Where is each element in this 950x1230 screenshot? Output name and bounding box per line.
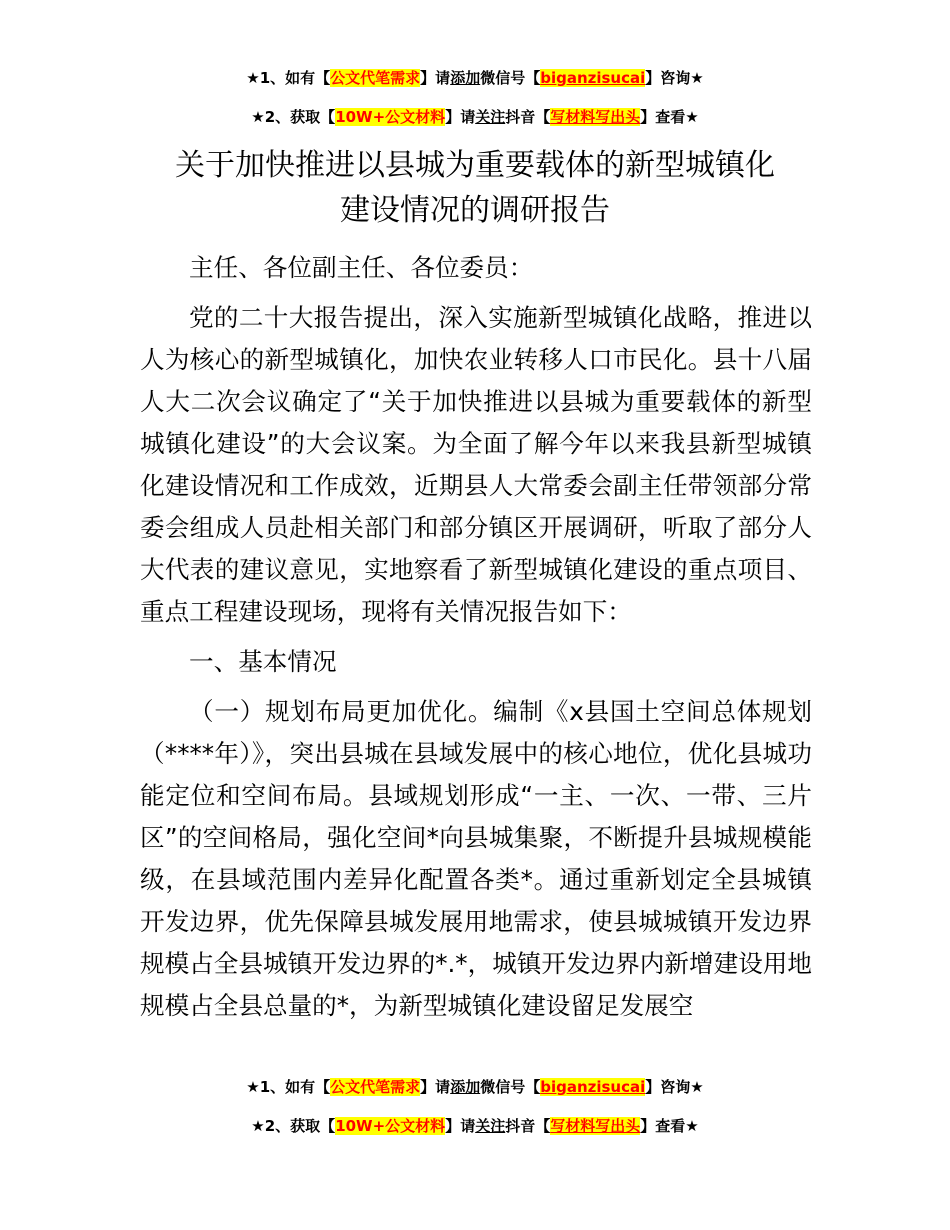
footer1-mid2: 微信号【 — [480, 1078, 541, 1096]
footer1-emphasis: 添加 — [450, 1078, 481, 1096]
footer2-prefix: ★2、获取【 — [251, 1117, 336, 1135]
footer2-mid2: 抖音【 — [505, 1117, 551, 1135]
banner1-prefix: ★1、如有【 — [246, 69, 331, 87]
banner2-highlight-materials: 10W+公文材料 — [335, 108, 446, 126]
footer2-suffix: 】查看★ — [640, 1117, 699, 1135]
document-title-line-2: 建设情况的调研报告 — [340, 193, 610, 228]
footer2-highlight-douyin: 写材料写出头 — [550, 1117, 641, 1135]
section-heading: 一、基本情况 — [189, 647, 337, 676]
footer1-mid1: 】请 — [420, 1078, 451, 1096]
banner1-mid1: 】请 — [420, 69, 451, 87]
top-banner-line-1 — [0, 68, 950, 88]
paragraph-intro: 党的二十大报告提出，深入实施新型城镇化战略，推进以人为核心的新型城镇化，加快农业转移人口市民化。县十八届人大二次会议确定了“关于加快推进以县城为重要载体的新型城镇化建设”的大会议案。为全面了解今年以来我县新型城镇化建设情况和工作成效，近期县人大常委会副主任带领部分常委会组成人员赴相关部门和部分镇区开展调研，听取了部分人大代表的建议意见，实地察看了新型城镇化建设的重点项目、重点工程建设现场，现将有关情况报告如下： — [140, 303, 812, 626]
banner2-mid1: 】请 — [445, 108, 476, 126]
footer2-mid1: 】请 — [445, 1117, 476, 1135]
footer1-highlight-service: 公文代笔需求 — [330, 1078, 421, 1096]
banner1-highlight-service: 公文代笔需求 — [330, 69, 421, 87]
banner2-emphasis: 关注 — [475, 108, 506, 126]
document-title-line-1: 关于加快推进以县城为重要载体的新型城镇化 — [175, 148, 775, 183]
footer1-prefix: ★1、如有【 — [246, 1078, 331, 1096]
bottom-banner-line-2 — [0, 1116, 950, 1136]
top-banner-line-2 — [0, 107, 950, 127]
banner1-mid2: 微信号【 — [480, 69, 541, 87]
banner1-suffix: 】咨询★ — [645, 69, 704, 87]
banner2-suffix: 】查看★ — [640, 108, 699, 126]
salutation: 主任、各位副主任、各位委员： — [189, 253, 534, 282]
banner1-emphasis: 添加 — [450, 69, 481, 87]
bottom-banner-line-1 — [0, 1077, 950, 1097]
banner2-highlight-douyin: 写材料写出头 — [550, 108, 641, 126]
banner1-highlight-wechat: biganzisucai — [540, 69, 646, 87]
document-body — [140, 247, 812, 1035]
banner2-prefix: ★2、获取【 — [251, 108, 336, 126]
footer1-suffix: 】咨询★ — [645, 1078, 704, 1096]
footer2-highlight-materials: 10W+公文材料 — [335, 1117, 446, 1135]
footer2-emphasis: 关注 — [475, 1117, 506, 1135]
footer1-highlight-wechat: biganzisucai — [540, 1078, 646, 1096]
banner2-mid2: 抖音【 — [505, 108, 551, 126]
paragraph-planning: （一）规划布局更加优化。编制《x县国土空间总体规划（****年）》，突出县城在县域发展中的核心地位，优化县城功能定位和空间布局。县域规划形成“一主、一次、一带、三片区”的空间格局，强化空间*向县城集聚，不断提升县城规模能级，在县域范围内差异化配置各类*。通过重新划定全县城镇开发边界，优先保障县城发展用地需求，使县城城镇开发边界规模占全县城镇开发边界的*.*，城镇开发边界内新增建设用地规模占全县总量的*，为新型城镇化建设留足发展空 — [140, 697, 812, 1020]
